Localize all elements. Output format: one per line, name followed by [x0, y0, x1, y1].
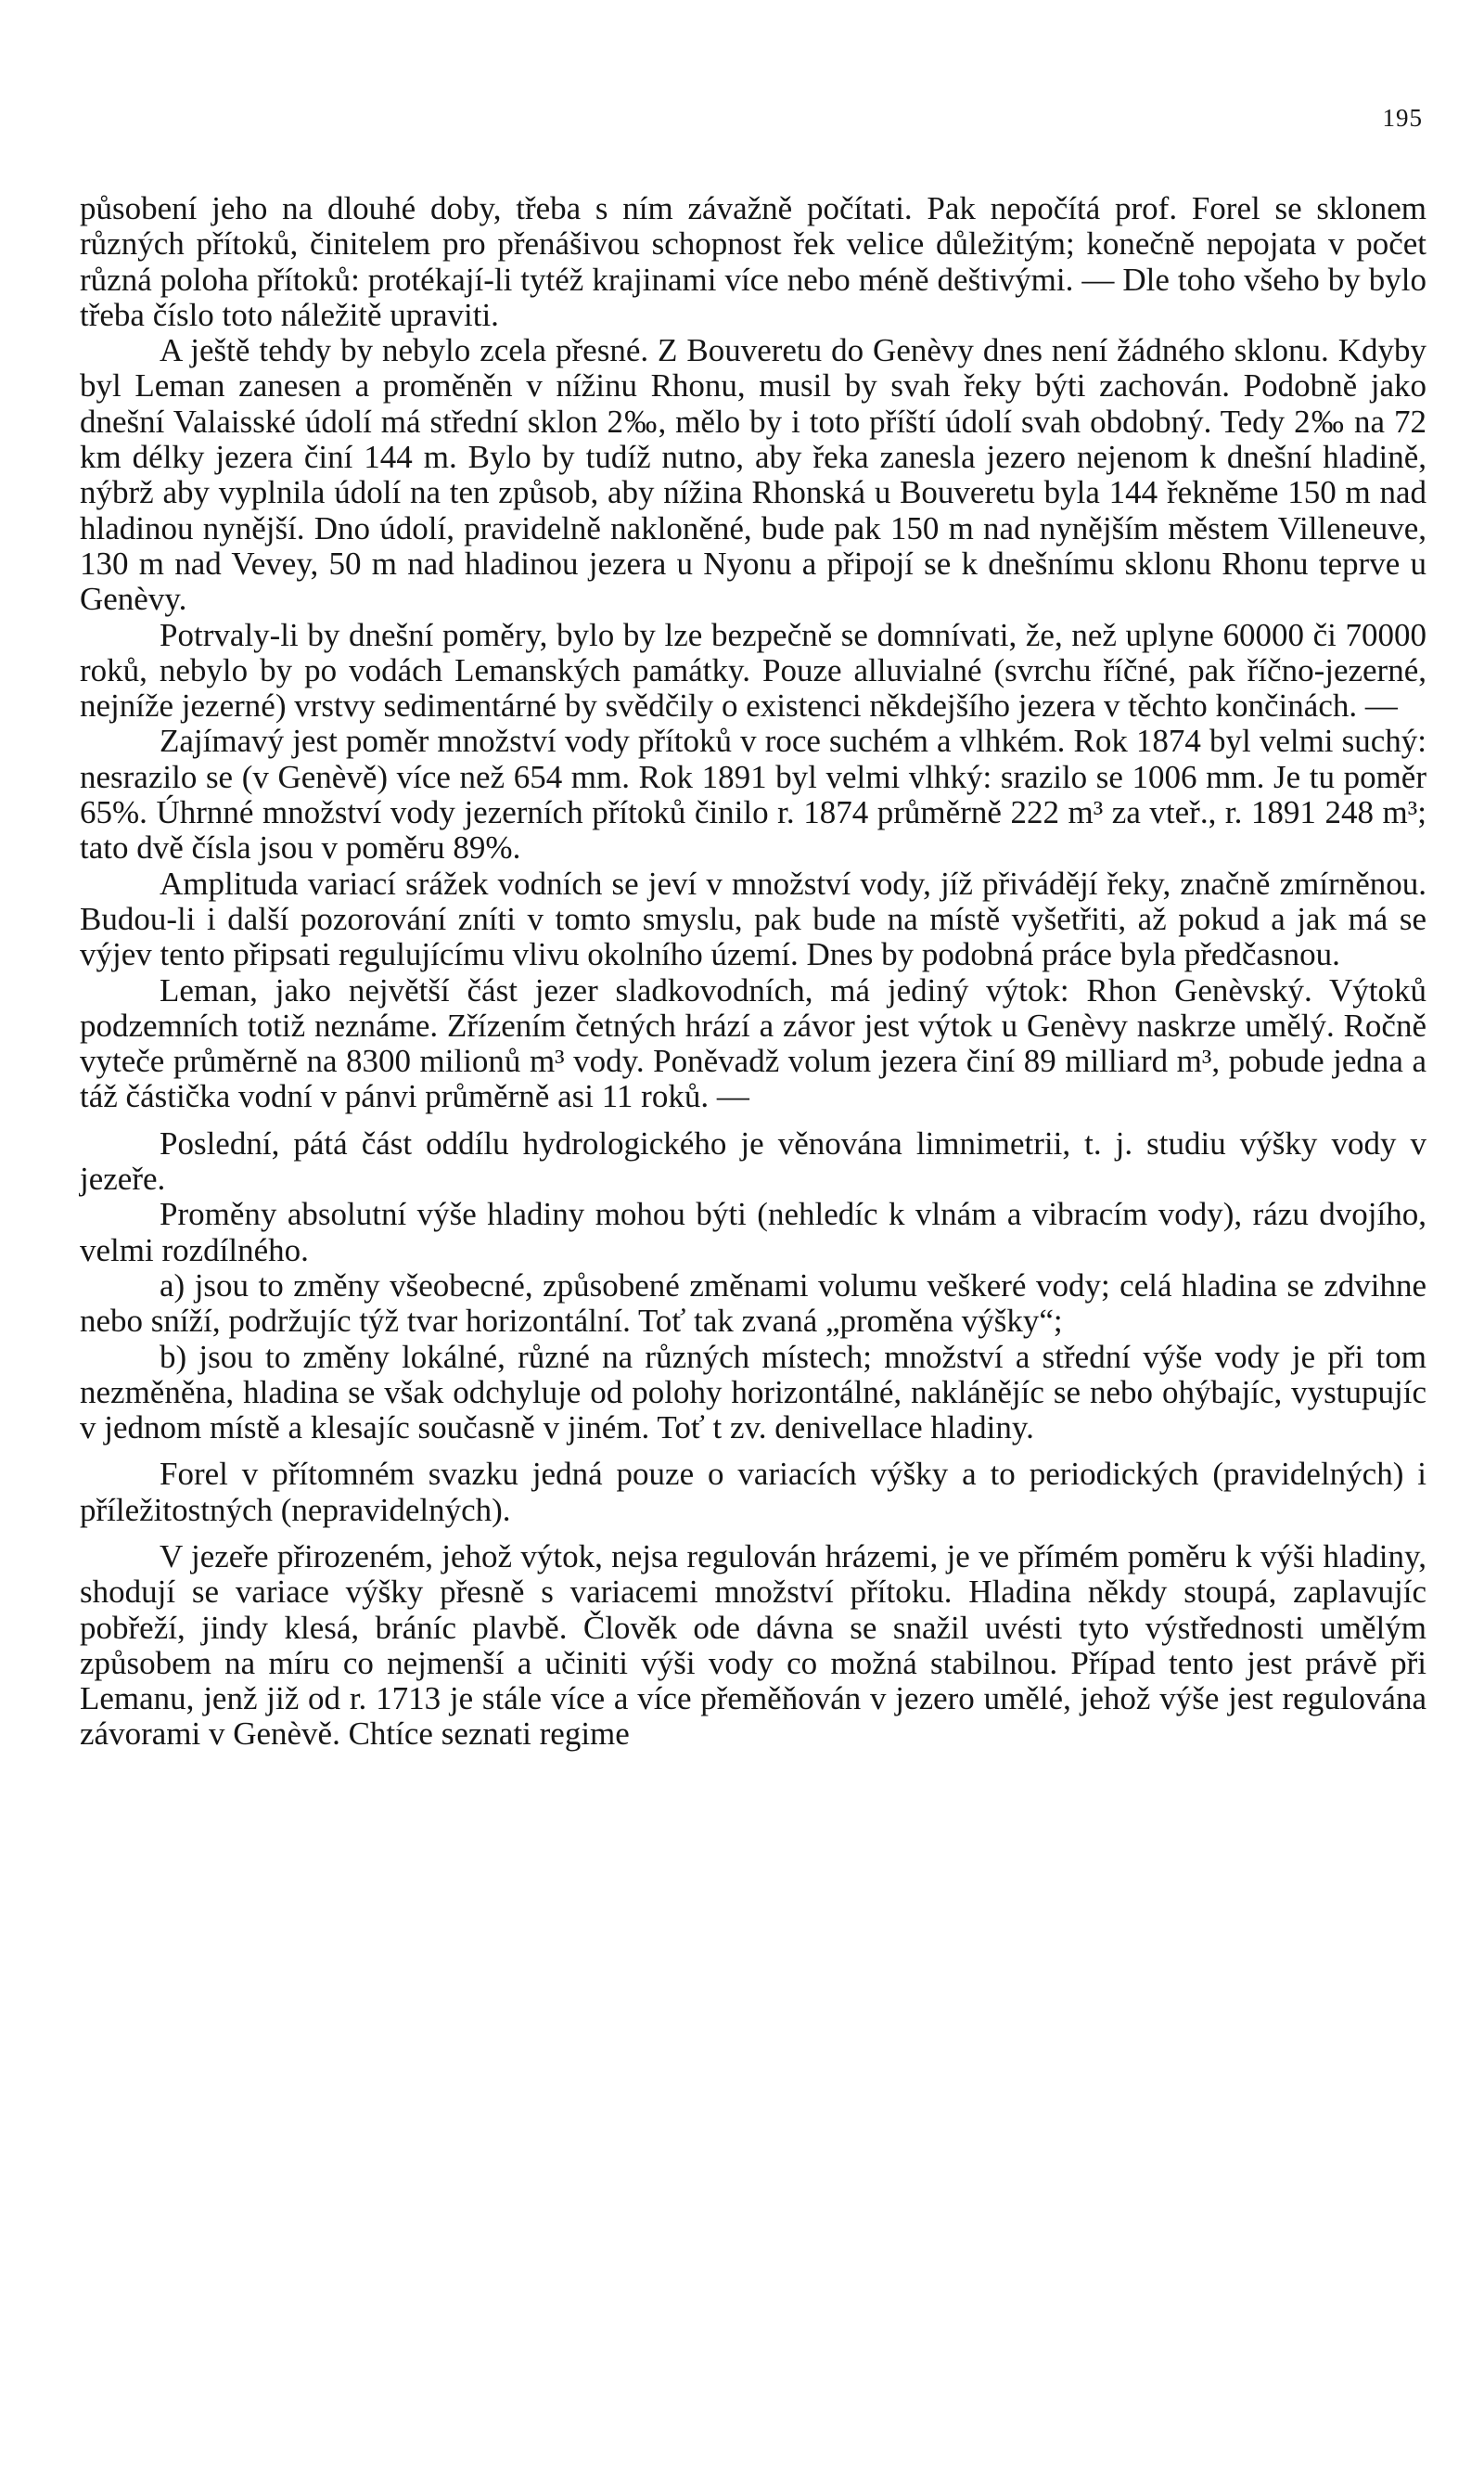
text-body: [80, 191, 1426, 1753]
page-number: 195: [1382, 104, 1423, 132]
paragraph-6: Leman, jako největší část jezer sladkovodních, má jediný výtok: Rhon Genèvský. Výtoků podzemních totiž neznáme. Zřízením četných hrází a závor jest výtok u Genèvy naskrze umělý. Ročně vyteče průměrně na 8300 milionů m³ vody. Poněvadž volum jezera činí 89 milliard m³, pobude jedna a táž částička vodní v pánvi průměrně asi 11 roků. —: [80, 971, 1426, 1115]
paragraph-9: a) jsou to změny všeobecné, způsobené změnami volumu veškeré vody; celá hladina se zdvihne nebo sníží, podržujíc týž tvar horizontální. Toť tak zvaná „proměna výšky“;: [80, 1266, 1426, 1340]
paragraph-4: Zajímavý jest poměr množství vody přítoků v roce suchém a vlhkém. Rok 1874 byl velmi suchý: nesrazilo se (v Genèvě) více než 654 mm. Rok 1891 byl velmi vlhký: srazilo se 1006 mm. Je tu poměr 65%. Úhrnné množství vody jezerních přítoků činilo r. 1874 průměrně 222 m³ za vteř., r. 1891 248 m³; tato dvě čísla jsou v poměru 89%.: [80, 723, 1426, 867]
paragraph-5: Amplituda variací srážek vodních se jeví v množství vody, jíž přivádějí řeky, značně zmírněnou. Budou-li i další pozorování zníti v tomto smyslu, pak bude na místě vyšetřiti, až pokud a jak má se výjev tento připsati regulujícímu vlivu okolního území. Dnes by podobná práce byla předčasnou.: [80, 865, 1426, 973]
paragraph-11: Forel v přítomném svazku jedná pouze o variacích výšky a to periodických (pravidelných) i příležitostných (nepravidelných).: [80, 1456, 1426, 1528]
paragraph-7: Poslední, pátá část oddílu hydrologického je věnována limnimetrii, t. j. studiu výšky vody v jezeře.: [80, 1124, 1426, 1198]
paragraph-3: Potrvaly-li by dnešní poměry, bylo by lze bezpečně se domnívati, že, než uplyne 60000 či 70000 roků, nebylo by po vodách Lemanských památky. Pouze alluvialné (svrchu říčné, pak říčno-jezerné, nejníže jezerné) vrstvy sedimentárné by svědčily o existenci někdejšího jezera v těchto končinách. —: [80, 616, 1426, 725]
paragraph-10: b) jsou to změny lokálné, různé na různých místech; množství a střední výše vody je při tom nezměněna, hladina se však odchyluje od polohy horizontálné, naklánějíc se nebo ohýbajíc, vystupujíc v jednom místě a klesajíc současně v jiném. Toť t zv. denivellace hladiny.: [80, 1338, 1426, 1446]
paragraph-8: Proměny absolutní výše hladiny mohou býti (nehledíc k vlnám a vibracím vody), rázu dvojího, velmi rozdílného.: [80, 1196, 1426, 1268]
paragraph-2: A ještě tehdy by nebylo zcela přesné. Z Bouveretu do Genèvy dnes není žádného sklonu. Kdyby byl Leman zanesen a proměněn v nížinu Rhonu, musil by svah řeky býti zachován. Podobně jako dnešní Valaisské údolí má střední sklon 2‰, mělo by i toto příští údolí svah obdobný. Tedy 2‰ na 72 km délky jezera činí 144 m. Bylo by tudíž nutno, aby řeka zanesla jezero nejenom k dnešní hladině, nýbrž aby vyplnila údolí na ten způsob, aby nížina Rhonská u Bouveretu byla 144 řekněme 150 m nad hladinou nynější. Dno údolí, pravidelně nakloněné, bude pak 150 m nad nynějším městem Villeneuve, 130 m nad Vevey, 50 m nad hladinou jezera u Nyonu a připojí se k dnešnímu sklonu Rhonu teprve u Genèvy.: [80, 332, 1426, 618]
paragraph-1: působení jeho na dlouhé doby, třeba s ním závažně počítati. Pak nepočítá prof. Forel se sklonem různých přítoků, činitelem pro přenášivou schopnost řek velice důležitým; konečně nepojata v počet různá poloha přítoků: protékají-li tytéž krajinami více nebo méně deštivými. — Dle toho všeho by bylo třeba číslo toto náležitě upraviti.: [80, 190, 1426, 333]
paragraph-12: V jezeře přirozeném, jehož výtok, nejsa regulován hrázemi, je ve přímém poměru k výši hladiny, shodují se variace výšky přesně s variacemi množství přítoku. Hladina někdy stoupá, zaplavujíc pobřeží, jindy klesá, bráníc plavbě. Člověk ode dávna se snažil uvésti tyto výstřednosti umělým způsobem na míru co nejmenší a učiniti výši vody co možná stabilnou. Případ tento jest právě při Lemanu, jenž již od r. 1713 je stále více a více přeměňován v jezero umělé, jehož výše jest regulována závorami v Genèvě. Chtíce seznati regime: [80, 1537, 1426, 1753]
